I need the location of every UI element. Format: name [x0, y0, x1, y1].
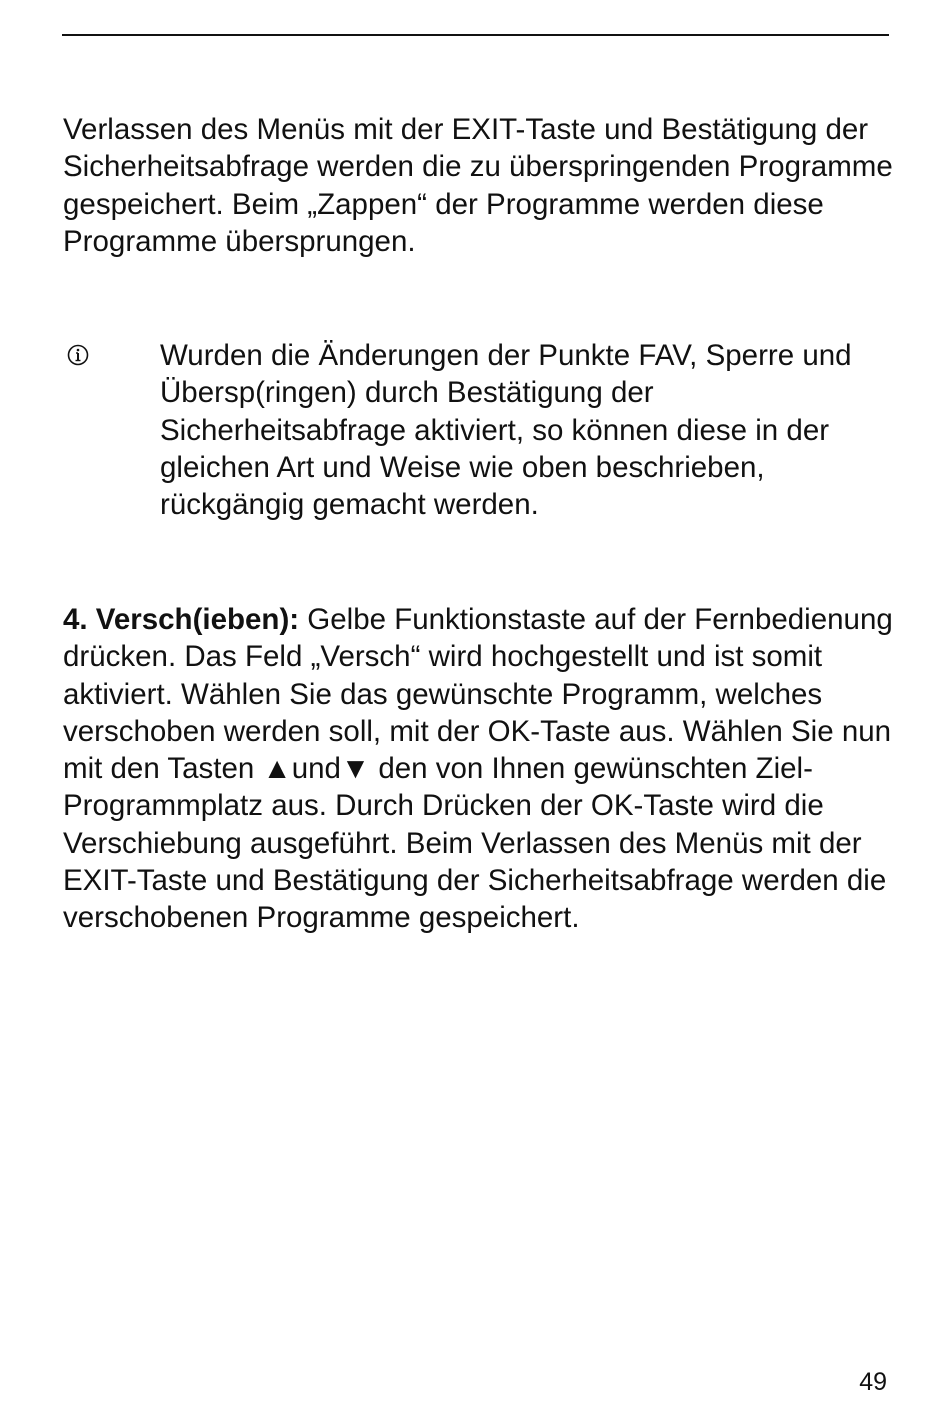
- info-icon: [67, 344, 89, 366]
- note-text: Wurden die Änderungen der Punkte FAV, Sperre und Übersp(ringen) durch Bestätigung der Sicherheitsabfrage aktiviert, so können diese in der gleichen Art und Weise wie oben beschrieben, rückgängig gemacht werden.: [160, 339, 852, 522]
- page-number: 49: [859, 1368, 887, 1396]
- intro-paragraph: Verlassen des Menüs mit der EXIT-Taste und Bestätigung der Sicherheitsabfrage werden die zu überspringenden Programme gespeichert. Beim „Zappen“ der Programme werden diese Programme übersprungen.: [63, 113, 893, 258]
- section-versch-paragraph: [63, 601, 895, 937]
- section-text: Gelbe Funktionstaste auf der Fernbedienung drücken. Das Feld „Versch“ wird hochgestellt und ist somit aktiviert. Wählen Sie das gewünschte Programm, welches verschoben werden soll, mit der OK-Taste aus. Wählen Sie nun mit den Tasten ▲und▼ den von Ihnen gewünschten Ziel-Programmplatz aus. Durch Drücken der OK-Taste wird die Verschiebung ausgeführt. Beim Verlassen des Menüs mit der EXIT-Taste und Bestätigung der Sicherheitsabfrage werden die verschobenen Programme gespeichert.: [63, 603, 893, 935]
- section-heading: 4. Versch(ieben):: [63, 603, 300, 636]
- top-rule: [62, 34, 889, 36]
